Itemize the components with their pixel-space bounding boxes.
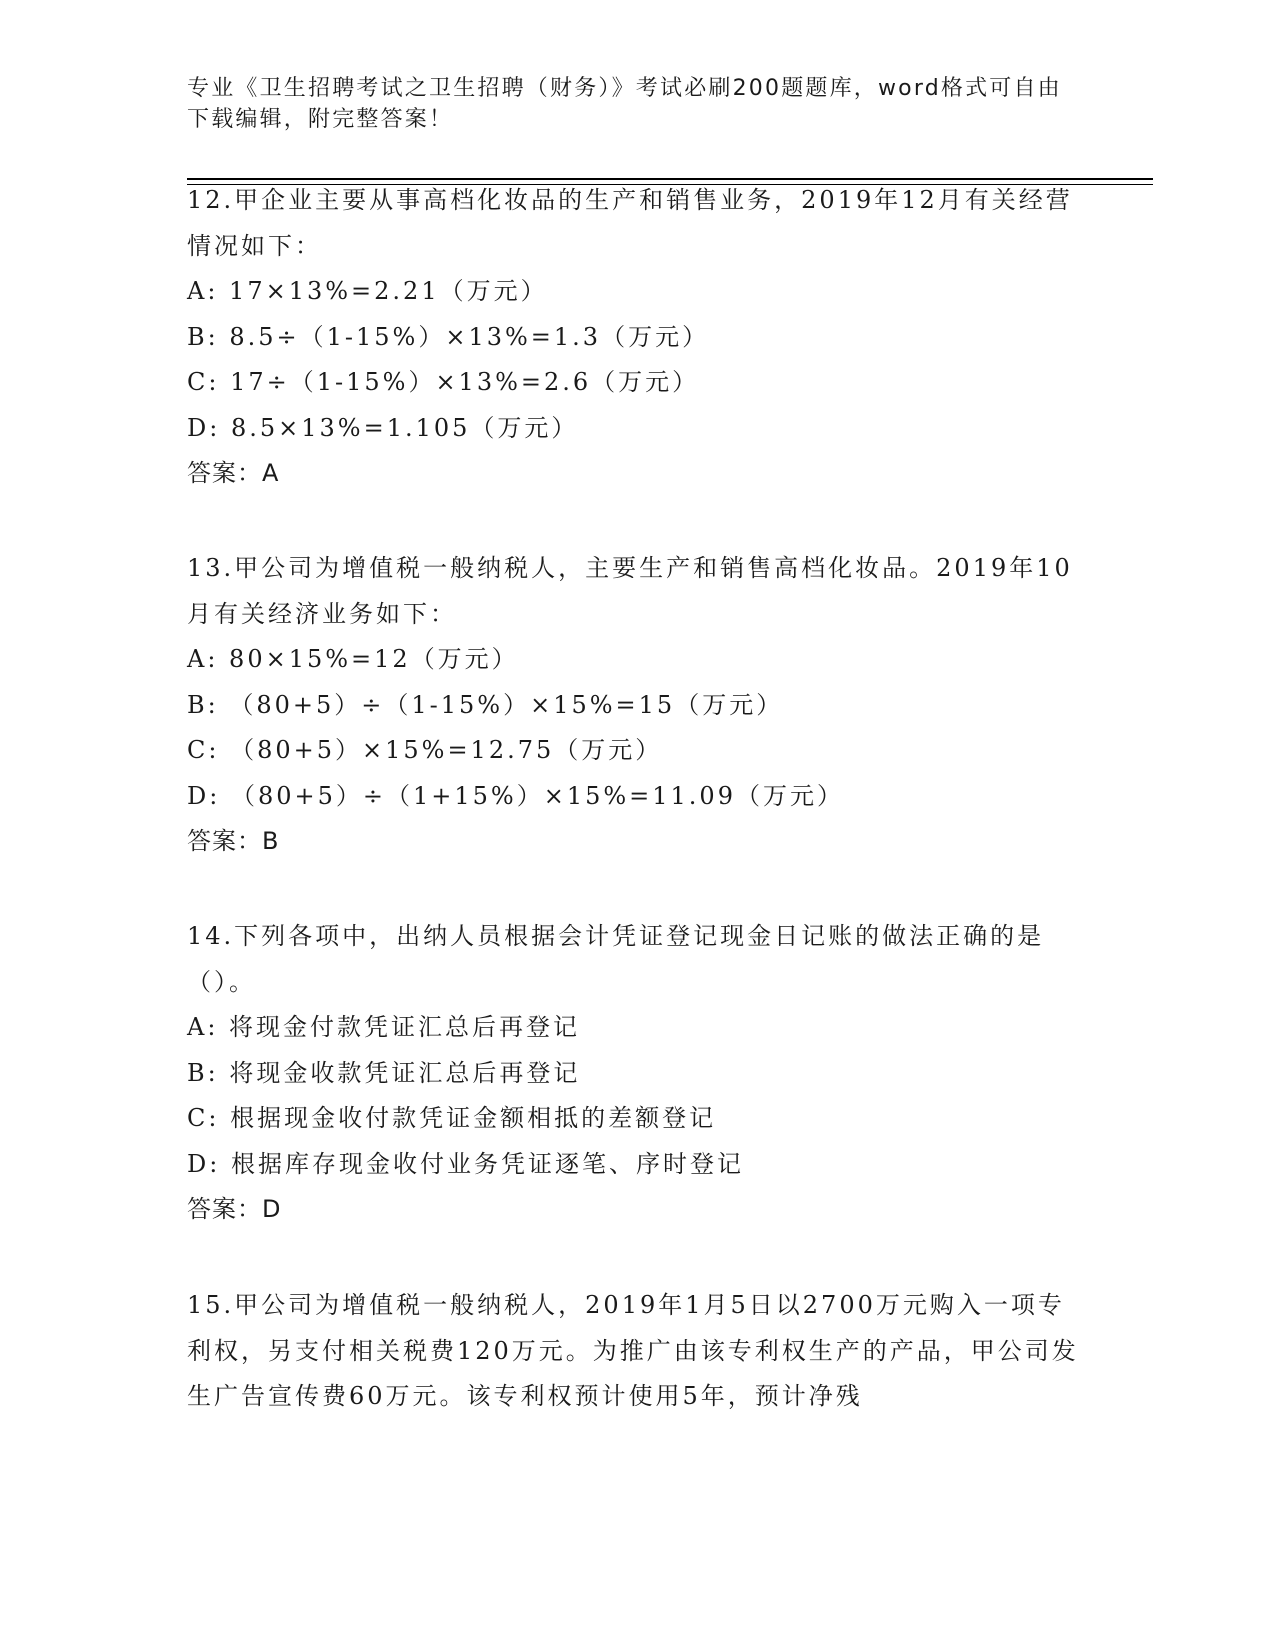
- option-d: D: 8.5×13%=1.105（万元）: [187, 413, 579, 442]
- option-c: C: 根据现金收付款凭证金额相抵的差额登记: [187, 1104, 717, 1132]
- question-15: [187, 1283, 1087, 1420]
- question-stem: 12.甲企业主要从事高档化妆品的生产和销售业务，2019年12月有关经营情况如下：: [187, 186, 1073, 260]
- option-a: A: 17×13%=2.21（万元）: [187, 277, 548, 305]
- answer: 答案：D: [187, 1195, 282, 1223]
- question-stem: 14.下列各项中，出纳人员根据会计凭证登记现金日记账的做法正确的是（）。: [187, 922, 1045, 996]
- answer: 答案：A: [187, 459, 280, 487]
- option-b: B: 将现金收款凭证汇总后再登记: [187, 1058, 581, 1087]
- option-b: B: 8.5÷（1-15%）×13%=1.3（万元）: [187, 322, 710, 351]
- question-stem: 15.甲公司为增值税一般纳税人，2019年1月5日以2700万元购入一项专利权，另支付相关税费120万元。为推广由该专利权生产的产品，甲公司发生广告宣传费60万元。该专利权预计使用5年，预计净残: [187, 1291, 1079, 1410]
- question-13: [187, 546, 1087, 865]
- option-c: C: （80+5）×15%=12.75（万元）: [187, 736, 663, 764]
- option-b: B: （80+5）÷（1-15%）×15%=15（万元）: [187, 690, 784, 719]
- option-d: D: 根据库存现金收付业务凭证逐笔、序时登记: [187, 1149, 744, 1178]
- question-14: [187, 914, 1087, 1233]
- option-c: C: 17÷（1-15%）×13%=2.6（万元）: [187, 368, 700, 396]
- question-stem: 13.甲公司为增值税一般纳税人，主要生产和销售高档化妆品。2019年10月有关经济业务如下：: [187, 554, 1073, 628]
- document-header: 专业《卫生招聘考试之卫生招聘（财务）》考试必刷200题题库，word格式可自由下载编辑，附完整答案！: [187, 76, 1062, 132]
- option-d: D: （80+5）÷（1+15%）×15%=11.09（万元）: [187, 781, 844, 810]
- answer: 答案：B: [187, 827, 280, 855]
- option-a: A: 80×15%=12（万元）: [187, 645, 519, 673]
- option-a: A: 将现金付款凭证汇总后再登记: [187, 1013, 581, 1041]
- question-12: [187, 178, 1087, 497]
